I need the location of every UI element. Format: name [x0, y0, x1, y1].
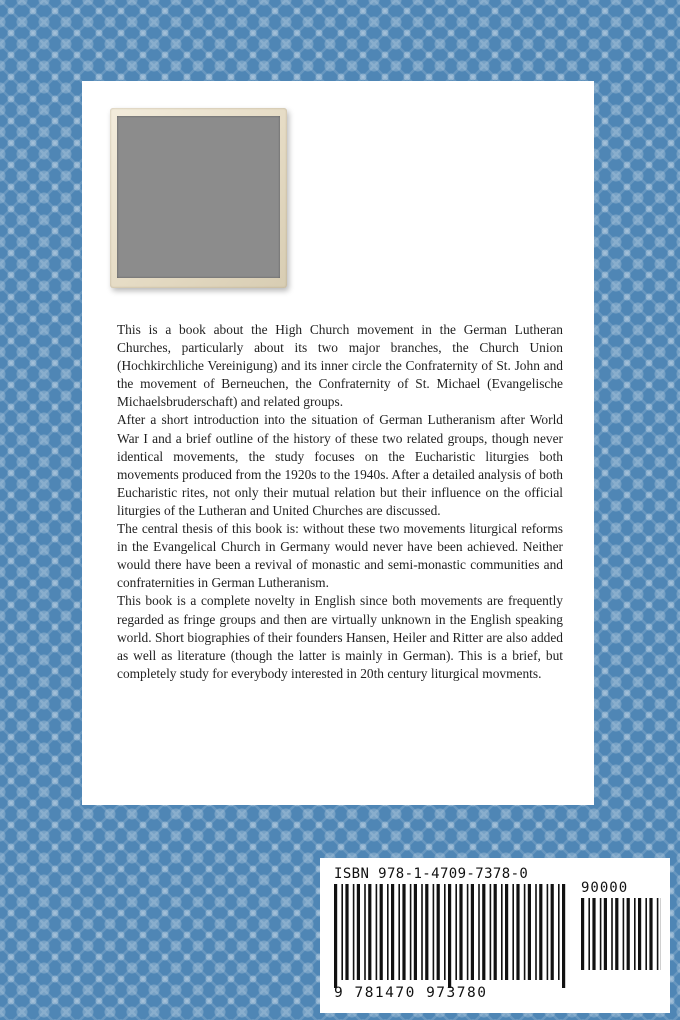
barcode-bar	[528, 884, 531, 980]
barcode-bar	[448, 884, 451, 988]
book-description	[117, 321, 563, 683]
barcode-bar	[391, 884, 394, 980]
barcode-bar	[539, 884, 542, 980]
back-cover-panel	[82, 81, 594, 805]
barcode-bar	[402, 884, 405, 980]
barcode-bar	[627, 898, 630, 970]
description-paragraph-1: This is a book about the High Church movement in the German Lutheran Churches, particularly about its two major branches, the Church Union (Hochkirchliche Vereinigung) and its inner circle the Confraternity of St. John and the movement of Berneuchen, the Confraternity of St. Michael (Evangelische Michaelsbruderschaft) and related groups.	[117, 322, 563, 410]
barcode-bar	[645, 898, 647, 970]
barcode-bar	[535, 884, 537, 980]
barcode-bar	[437, 884, 440, 980]
barcode-bar	[482, 884, 485, 980]
barcode-bar	[516, 884, 519, 980]
barcode-bar	[410, 884, 412, 980]
barcode-bar	[588, 898, 590, 970]
description-paragraph-2: After a short introduction into the situation of German Lutheranism after World War I and a brief outline of the history of these two related groups, though never identical movements, the study focuses on the Eucharistic liturgies both movements produced from the 1920s to the 1940s. After a detailed analysis of both Eucharistic rites, not only their mutual relation but their influence on the official liturgies of the Lutheran and United Churches are discussed.	[117, 412, 563, 518]
isbn-barcode-block	[320, 858, 670, 1013]
barcode-bar	[353, 884, 355, 980]
barcode-bar	[334, 884, 337, 988]
barcode-bar	[512, 884, 514, 980]
addon-barcode	[581, 898, 661, 978]
barcode-bar	[433, 884, 435, 980]
barcode-bar	[376, 884, 378, 980]
ean-digits: 9 781470 973780	[334, 985, 488, 1001]
barcode-bar	[562, 884, 565, 988]
barcode-bar	[455, 884, 457, 980]
barcode-bar	[459, 884, 462, 980]
barcode-bar	[638, 898, 641, 970]
description-paragraph-3: The central thesis of this book is: without these two movements liturgical reforms in the Evangelical Church in Germany would never have been achieved. Neither would there have been a revival of monastic and semi-monastic communities and confraternities in German Lutheranism.	[117, 521, 563, 591]
barcode-bar	[471, 884, 474, 980]
barcode-bar	[357, 884, 360, 980]
barcode-bar	[600, 898, 602, 970]
barcode-bar	[380, 884, 383, 980]
barcode-bar	[490, 884, 492, 980]
barcode-bar	[421, 884, 423, 980]
barcode-bar	[524, 884, 526, 980]
barcode-bar	[387, 884, 389, 980]
barcode-bar	[414, 884, 417, 980]
barcode-bar	[558, 884, 560, 980]
barcode-bar	[345, 884, 348, 980]
barcode-bar	[611, 898, 613, 970]
ean-barcode	[334, 884, 566, 988]
barcode-bar	[501, 884, 503, 980]
barcode-bar	[592, 898, 595, 970]
barcode-bar	[547, 884, 549, 980]
barcode-bar	[623, 898, 625, 970]
barcode-bar	[505, 884, 508, 980]
barcode-bar	[398, 884, 400, 980]
barcode-bar	[478, 884, 480, 980]
barcode-bar	[634, 898, 636, 970]
barcode-bar	[467, 884, 469, 980]
barcode-bar	[649, 898, 652, 970]
barcode-bar	[551, 884, 554, 980]
barcode-bar	[364, 884, 366, 980]
barcode-bar	[368, 884, 371, 980]
description-paragraph-4: This book is a complete novelty in English since both movements are frequently regarded as fringe groups and then are virtually unknown in the English speaking world. Short biographies of their founders Hansen, Heiler and Ritter are also added as well as literature (though the latter is mainly in German). This is a brief, but completely study for everybody interested in 20th century liturgical movments.	[117, 593, 563, 681]
author-photo-frame	[110, 108, 287, 288]
barcode-bar	[494, 884, 497, 980]
barcode-bar	[615, 898, 618, 970]
barcode-bar	[657, 898, 659, 970]
author-photo	[117, 116, 280, 278]
barcode-bar	[425, 884, 428, 980]
barcode-bar	[444, 884, 446, 980]
barcode-bar	[581, 898, 584, 970]
price-code: 90000	[581, 880, 629, 896]
barcode-bar	[604, 898, 607, 970]
barcode-bar	[341, 884, 343, 980]
isbn-label: ISBN 978-1-4709-7378-0	[334, 866, 529, 882]
